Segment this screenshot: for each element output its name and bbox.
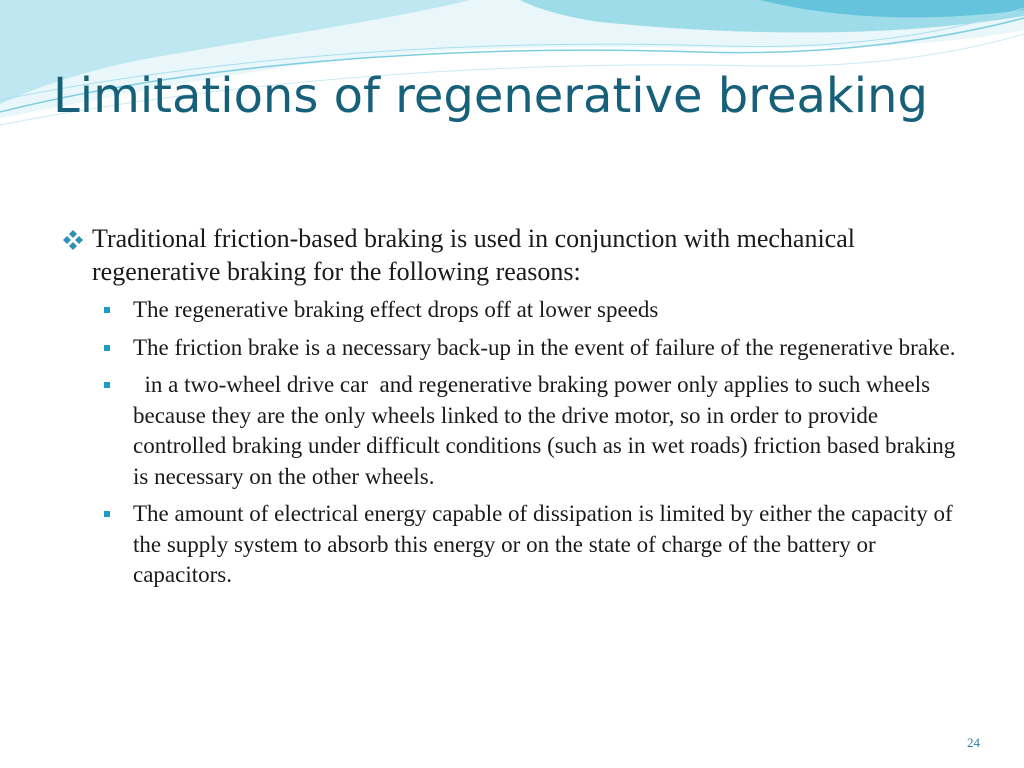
square-bullet-icon — [104, 295, 133, 313]
square-bullet-icon — [104, 499, 133, 517]
slide-body — [62, 222, 962, 591]
intro-text: Traditional friction-based braking is used in conjunction with mechanical regenerative braking for the following reasons: — [92, 224, 855, 286]
sub-bullet-item — [104, 295, 962, 326]
sub-bullet-text: The friction brake is a necessary back-up in the event of failure of the regenerative brake. — [133, 334, 956, 360]
main-bullet-item — [62, 222, 962, 288]
square-bullet-icon — [104, 370, 133, 388]
sub-bullet-text: The amount of electrical energy capable of dissipation is limited by either the capacity of the supply system to absorb this energy or on the state of charge of the battery or capacitors. — [133, 501, 953, 587]
sub-bullet-item — [104, 499, 962, 591]
page-number: 24 — [967, 735, 980, 750]
sub-bullet-item — [104, 370, 962, 492]
diamond-cluster-icon — [62, 222, 92, 259]
square-bullet-icon — [104, 333, 133, 351]
slide-title: Limitations of regenerative breaking — [53, 68, 928, 124]
sub-bullet-text: in a two-wheel drive car and regenerative braking power only applies to such wheels because they are the only wheels linked to the drive motor, so in order to provide controlled braking under difficult conditions (such as in wet roads) friction based braking is necessary on the other wheels. — [133, 372, 956, 489]
sub-bullet-text: The regenerative braking effect drops off at lower speeds — [133, 297, 659, 322]
sub-bullet-item — [104, 333, 962, 364]
